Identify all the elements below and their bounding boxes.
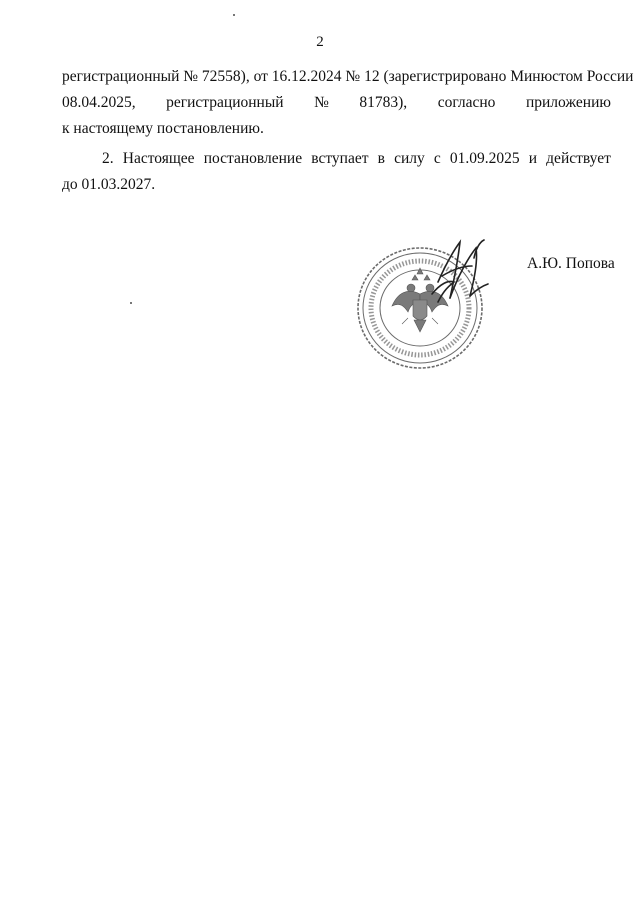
word: в [377,150,385,167]
word: согласно [437,94,496,111]
word: вступает [311,150,369,167]
scan-speck [130,302,132,304]
word: Настоящее [122,150,195,167]
word: силу [394,150,425,167]
word: постановление [203,150,303,167]
word: 08.04.2025, [62,94,136,111]
word: регистрационный [166,94,284,111]
state-emblem-seal-icon [350,236,500,376]
paragraph-1 [62,64,634,142]
paragraph-2-line-1 [62,146,611,172]
paragraph-1-line-3: к настоящему постановлению. [62,120,264,137]
word: 01.09.2025 [449,150,520,167]
paragraph-2 [62,146,611,198]
word: 81783), [359,94,408,111]
page-number: 2 [316,34,324,50]
word: с [433,150,441,167]
word: № [314,94,329,111]
signatory-name: А.Ю. Попова [527,255,615,272]
scan-speck [233,14,235,16]
word: приложению [525,94,611,111]
paragraph-1-line-2 [62,90,611,116]
paragraph-1-line-1: регистрационный № 72558), от 16.12.2024 № 12 (зарегистрировано Минюстом России [62,68,634,85]
word: 2. [102,150,114,167]
paragraph-2-line-2: до 01.03.2027. [62,176,156,193]
word: и [528,150,538,167]
word: действует [546,150,611,167]
